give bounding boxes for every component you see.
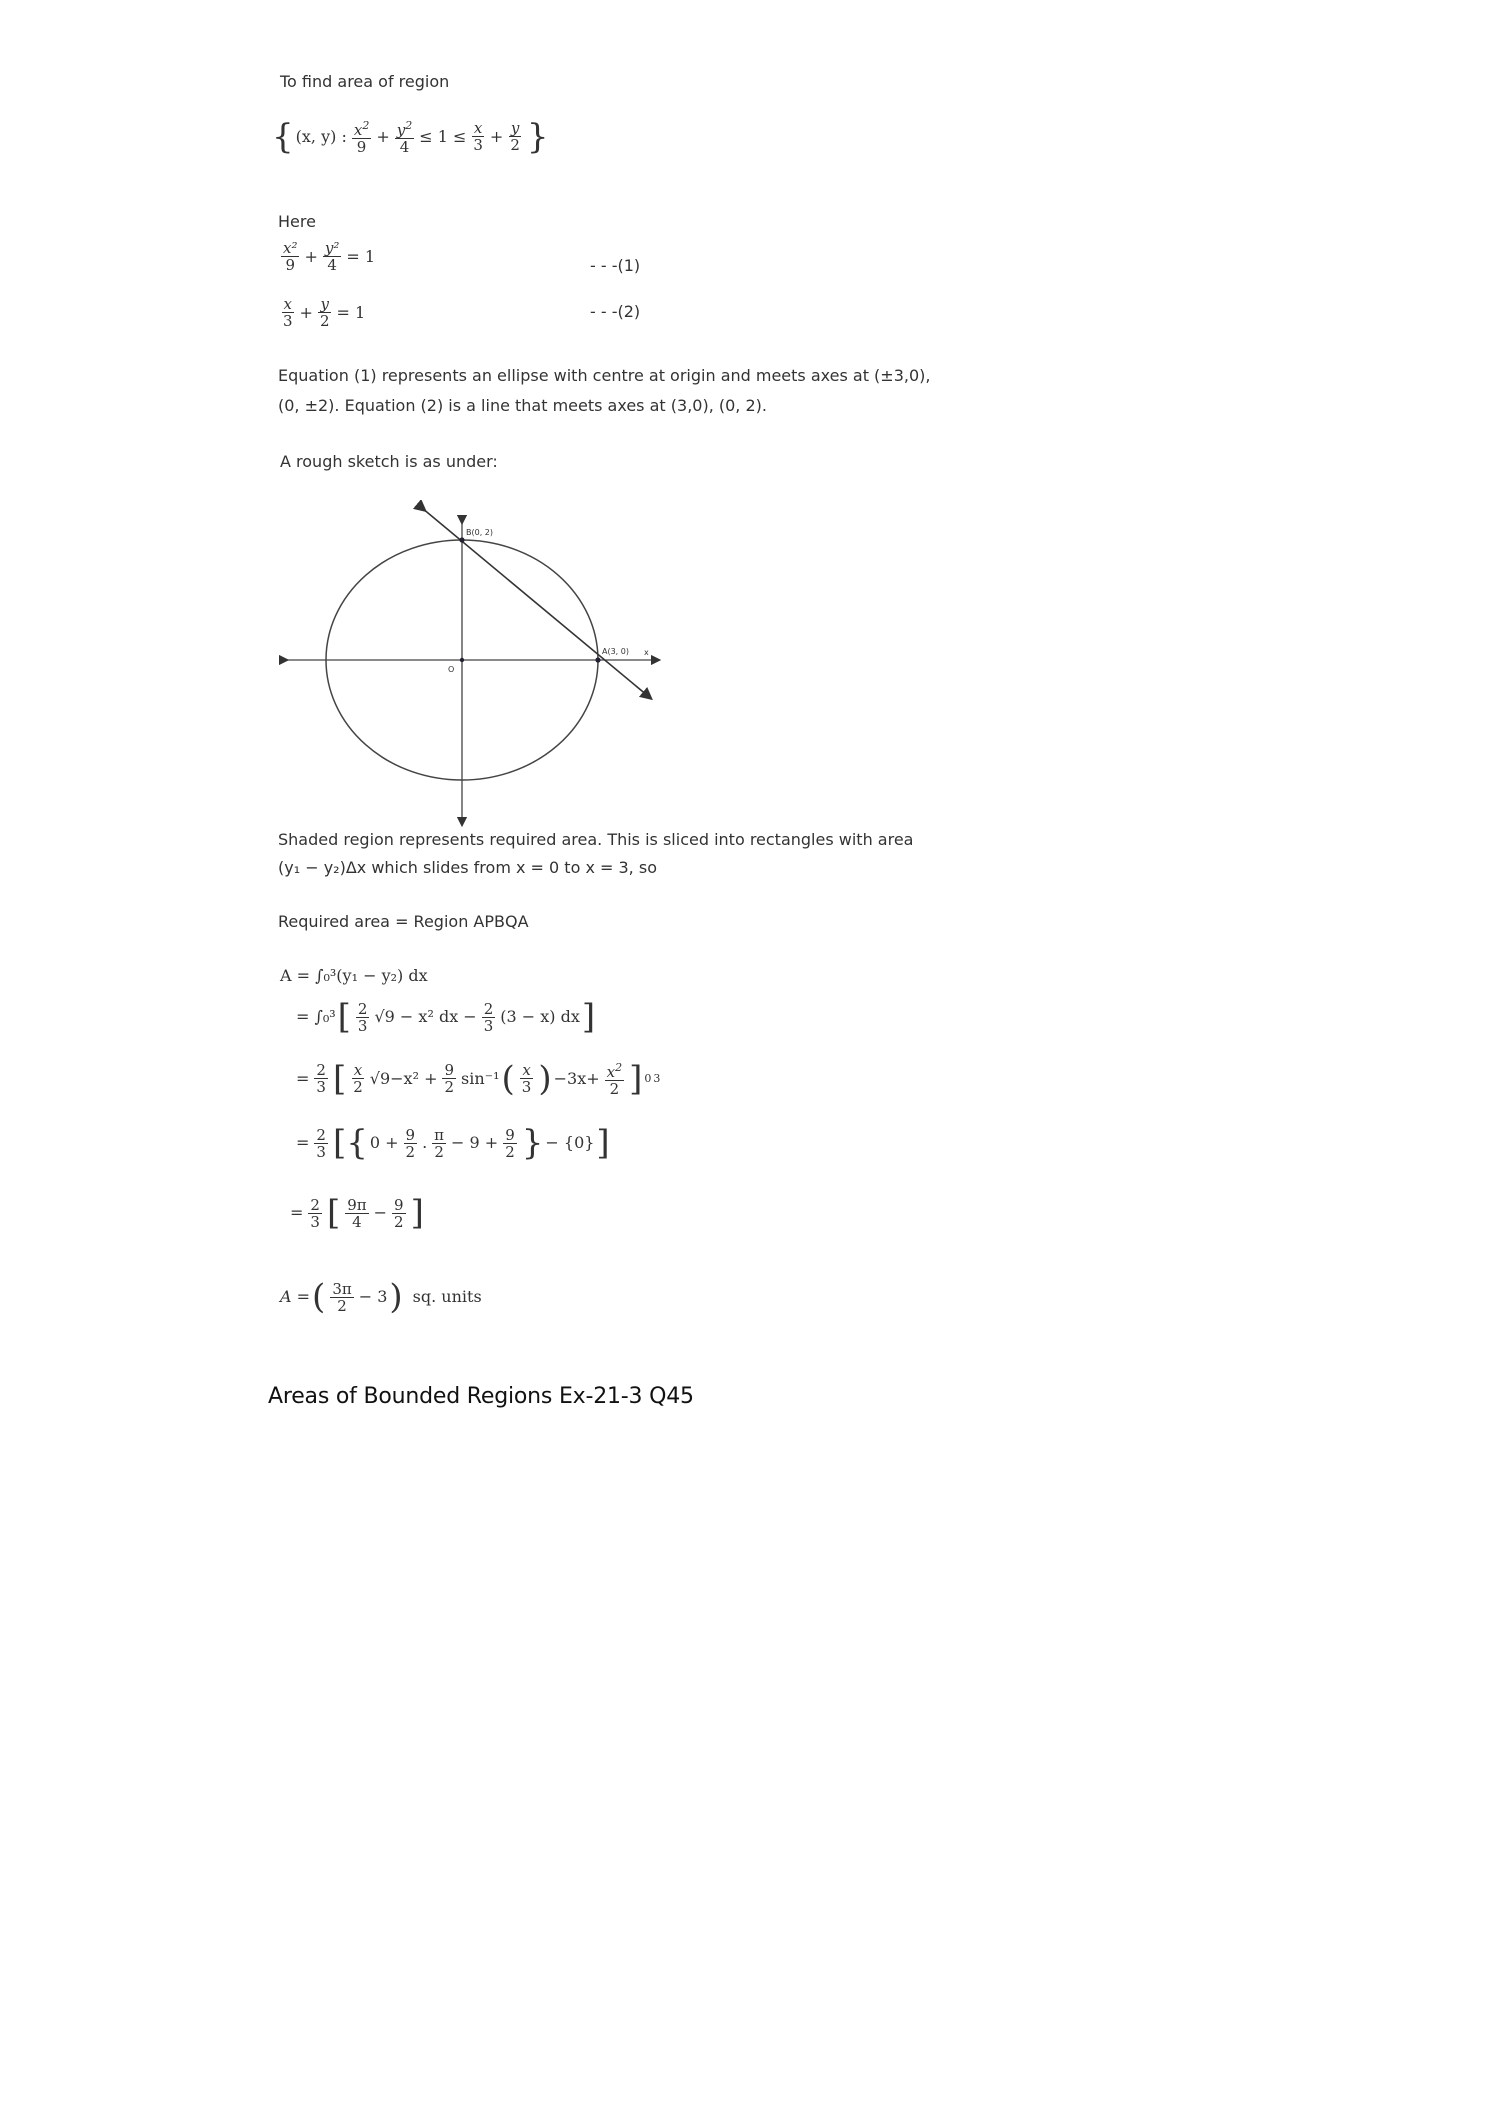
step-3: = $\frac{2}{3}$ [ $\frac{x}{2}$ √9−x² + $\frac{9}{2}$ sin⁻¹ ( $\frac{x}{3}$ ) −3x+ $\frac{x^2}{2}$ ] 0 3 [296,1058,661,1099]
step-4: = $\frac{2}{3}$ [{ 0 + $\frac{9}{2}$ . $\frac{\pi}{2}$ − 9 + $\frac{9}{2}$ } − {0} ] [296,1123,610,1163]
region-set-definition: { (x, y) : $\frac{x^2}{9}$ + $\frac{y^2}{4}$ ≤ 1 ≤ $\frac{x}{3}$ + $\frac{y}{2}$ } [272,116,549,157]
step-2: = ∫₀³ [ $\frac{2}{3}$ √9 − x² dx − $\frac{2}{3}$ (3 − x) dx ] [296,997,596,1037]
section-heading: Areas of Bounded Regions Ex-21-3 Q45 [268,1384,694,1409]
equation-1: $\frac{\text{x²}}{9}$ + $\frac{\text{y²}}{4}$ = 1 [283,239,376,274]
sketch-caption: A rough sketch is as under: [280,452,498,471]
point-b [459,537,464,542]
label-b: B(0, 2) [466,528,493,537]
step-1: A = ∫₀³(y₁ − y₂) dx [280,966,428,985]
equation-1-tag: - - -(1) [590,256,641,275]
here-label: Here [278,212,316,231]
rough-sketch [270,500,670,840]
equation-2-tag: - - -(2) [590,302,641,321]
paragraph-ellipse-line-2: (0, ±2). Equation (2) is a line that meets axes at (3,0), (0, 2). [278,396,767,415]
label-x: x [644,648,649,657]
required-area-text: Required area = Region APBQA [278,912,529,931]
paragraph-ellipse-line-1: Equation (1) represents an ellipse with centre at origin and meets axes at (±3,0), [278,366,931,385]
equation-2: $\frac{x}{3}$ + $\frac{y}{2}$ = 1 [283,295,366,330]
point-origin [460,658,464,662]
intro-text: To find area of region [280,72,450,91]
line-x3-y2 [422,508,648,696]
label-o: O [448,665,455,674]
paragraph-shaded-line-1: Shaded region represents required area. This is sliced into rectangles with area [278,830,914,849]
label-a: A(3, 0) [602,647,629,656]
step-6-final-answer: A = ( $\frac{3\pi}{2}$ − 3 ) sq. units [280,1277,482,1317]
point-a [595,657,600,662]
paragraph-shaded-line-2: (y₁ − y₂)Δx which slides from x = 0 to x = 3, so [278,858,657,877]
step-5: = $\frac{2}{3}$ [ $\frac{9\pi}{4}$ − $\frac{9}{2}$ ] [290,1193,424,1233]
